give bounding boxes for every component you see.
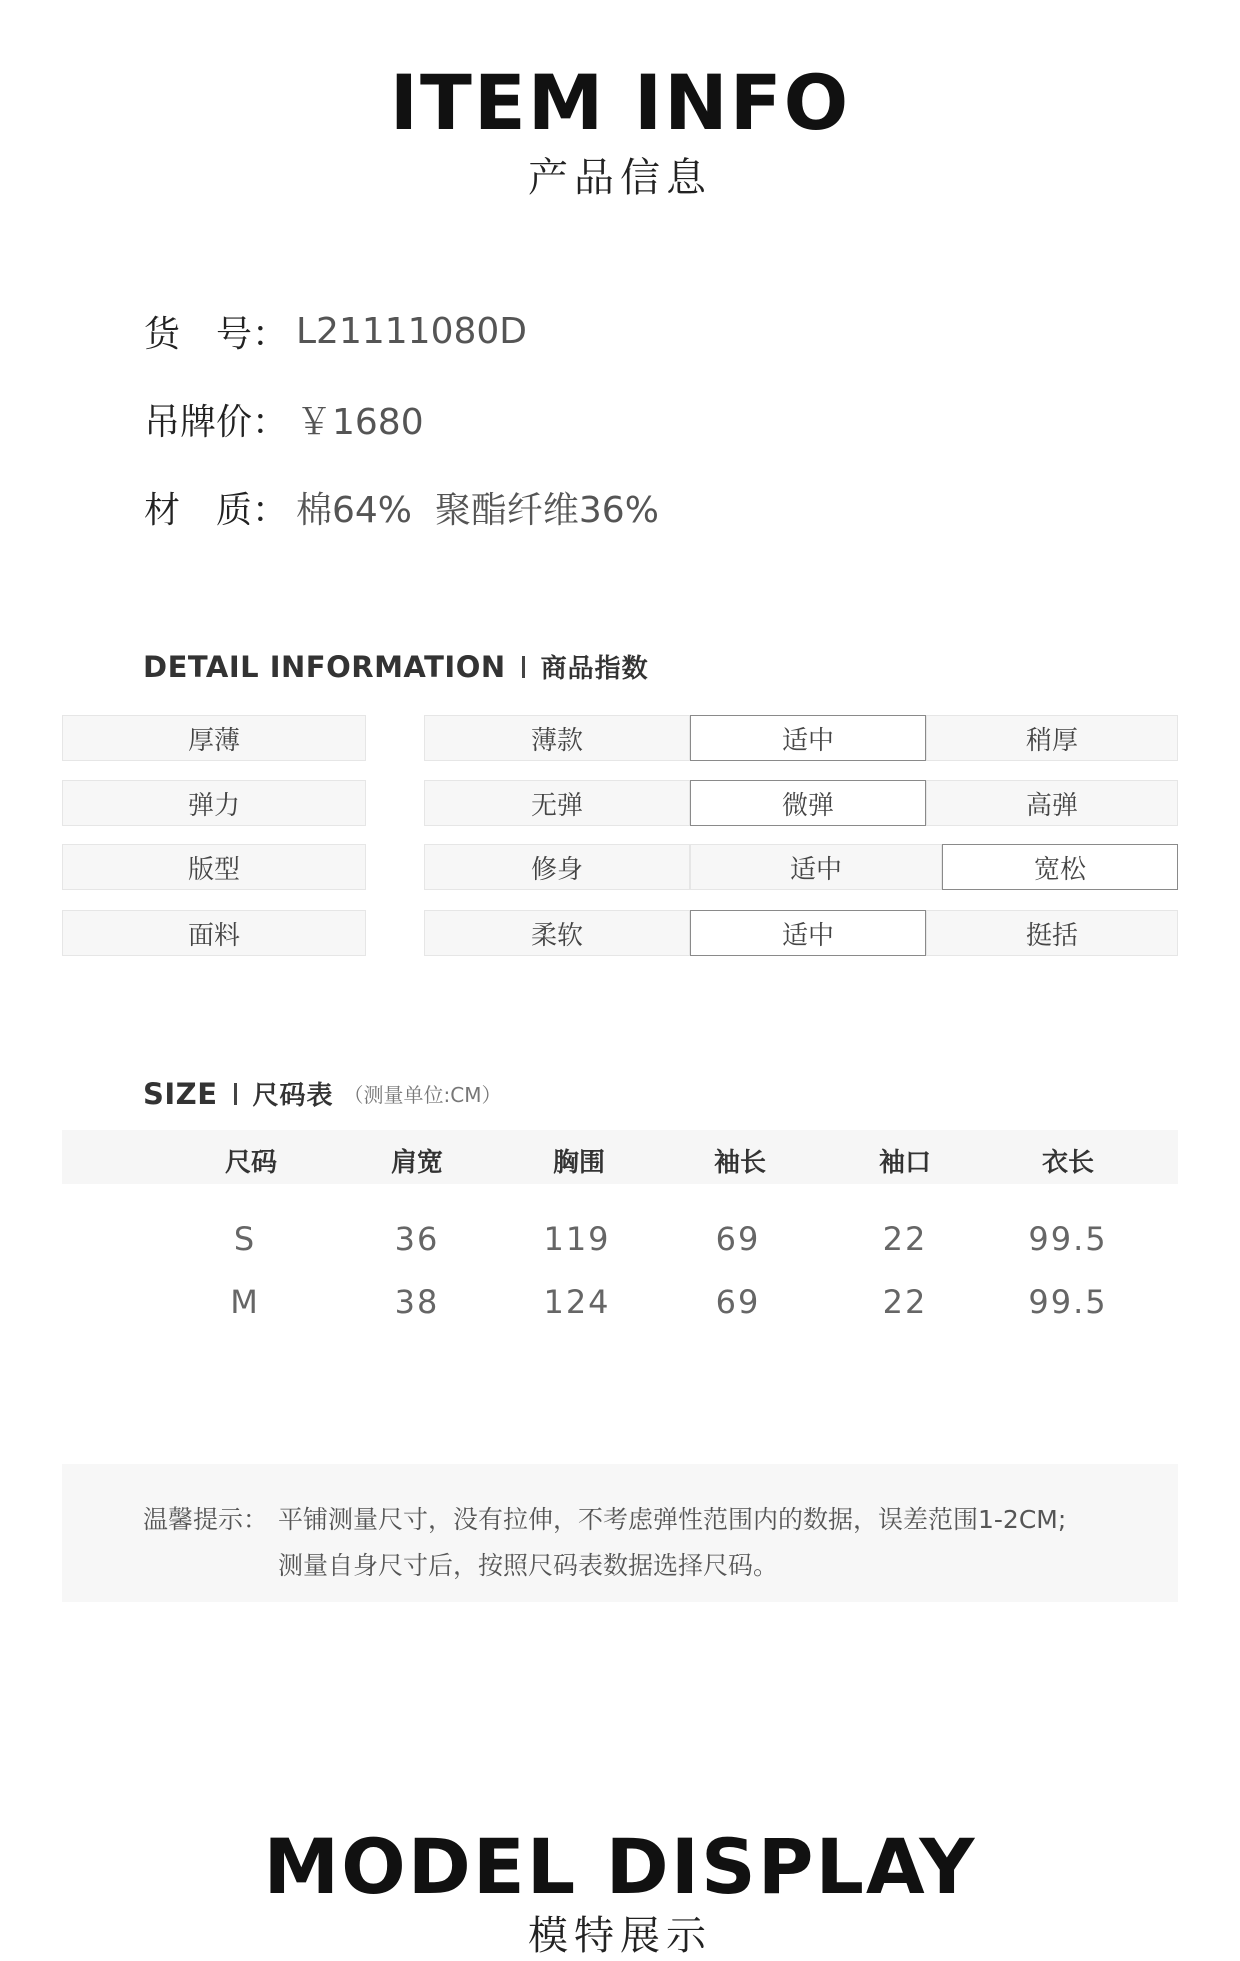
tip-label: 温馨提示： [143,1505,269,1534]
size-title-cn: 尺码表 [252,1081,334,1111]
detail-option: 适中 [690,844,942,890]
info-row-sku [144,306,527,357]
info-row-material [144,482,659,533]
detail-option-selected: 宽松 [942,844,1178,890]
size-column-header: 袖长 [713,1148,766,1178]
detail-option-selected: 适中 [690,910,926,956]
info-label: 吊牌价： [144,402,289,443]
detail-option: 挺括 [926,910,1178,956]
size-cell: 119 [543,1220,611,1258]
tip-line-2: 测量自身尺寸后，按照尺码表数据选择尺码。 [278,1551,779,1580]
detail-row-name: 版型 [62,844,366,890]
size-cell: S [233,1220,257,1258]
detail-option: 薄款 [424,715,690,761]
size-cell: 36 [394,1220,440,1258]
detail-option: 柔软 [424,910,690,956]
detail-option-selected: 微弹 [690,780,926,826]
model-display-title: MODEL DISPLAY [263,1822,977,1911]
info-value: ￥1680 [296,402,424,443]
tip-line-1: 平铺测量尺寸，没有拉伸，不考虑弹性范围内的数据，误差范围1-2CM; [278,1505,1067,1534]
detail-option: 高弹 [926,780,1178,826]
size-cell: 69 [715,1220,761,1258]
detail-option: 稍厚 [926,715,1178,761]
divider [522,656,525,678]
size-cell: M [230,1283,260,1321]
detail-title-en: DETAIL INFORMATION [143,649,506,684]
size-cell: 22 [882,1220,928,1258]
model-display-subtitle: 模特展示 [528,1913,712,1959]
size-column-header: 袖口 [878,1148,931,1178]
size-column-header: 肩宽 [390,1148,443,1178]
detail-row-name: 弹力 [62,780,366,826]
detail-option-selected: 适中 [690,715,926,761]
size-title-en: SIZE [143,1076,218,1111]
size-section-header [143,1075,502,1112]
detail-option: 无弹 [424,780,690,826]
detail-row-name: 厚薄 [62,715,366,761]
info-row-price [144,394,424,445]
detail-row-name: 面料 [62,910,366,956]
size-column-header: 胸围 [552,1148,605,1178]
size-cell: 99.5 [1028,1283,1108,1321]
info-value: 棉64% 聚酯纤维36% [296,490,659,531]
page-title: ITEM INFO [389,58,851,147]
size-unit-note: （测量单位:CM） [343,1083,502,1107]
size-column-header: 衣长 [1041,1148,1094,1178]
divider [234,1083,237,1105]
detail-section-header [143,648,649,685]
info-label: 货 号： [144,314,289,355]
size-cell: 22 [882,1283,928,1321]
info-value: L21111080D [296,311,528,352]
detail-option: 修身 [424,844,690,890]
info-label: 材 质： [144,490,289,531]
size-cell: 124 [543,1283,611,1321]
size-cell: 69 [715,1283,761,1321]
page-subtitle: 产品信息 [528,155,712,201]
size-cell: 38 [394,1283,440,1321]
size-cell: 99.5 [1028,1220,1108,1258]
detail-title-cn: 商品指数 [540,654,649,684]
size-column-header: 尺码 [224,1148,277,1178]
